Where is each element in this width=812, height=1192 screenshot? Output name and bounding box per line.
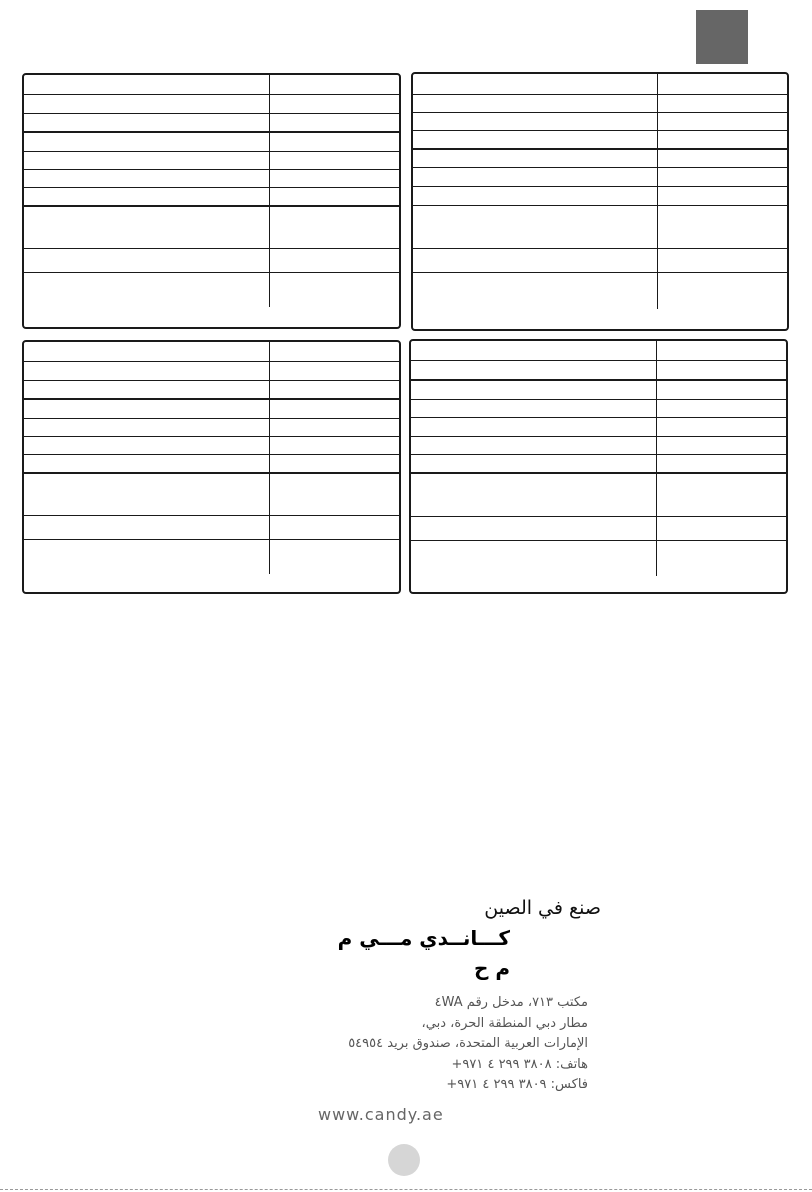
fax-number: فاكس: ٣٨٠٩ ٢٩٩ ٤ ٩٧١+ [446, 1077, 588, 1092]
table-row [24, 273, 399, 307]
table-row [411, 437, 786, 455]
table-row [413, 74, 787, 95]
table-row [24, 455, 399, 474]
table-row [24, 400, 399, 419]
table-row [24, 437, 399, 455]
table-row [24, 207, 399, 249]
table-row [24, 362, 399, 381]
made-in-label: صنع في الصين [484, 897, 601, 919]
address-line: مكتب ٧١٣، مدخل رقم ٤WA [434, 995, 588, 1010]
table-row [24, 114, 399, 133]
table-row [413, 113, 787, 131]
table-row [411, 341, 786, 361]
table-row [24, 249, 399, 273]
company-name: كـــانــدي مـــي م م ح [337, 926, 510, 980]
table-row [24, 419, 399, 437]
table-row [413, 273, 787, 309]
table-row [411, 361, 786, 381]
table-row [411, 517, 786, 541]
table-row [413, 131, 787, 150]
table-row [24, 342, 399, 362]
table-row [413, 150, 787, 168]
section-tab-marker [696, 10, 748, 64]
table-row [24, 133, 399, 152]
table-row [24, 474, 399, 516]
table-row [24, 188, 399, 207]
page-bottom-rule [0, 1189, 812, 1190]
table-row [413, 168, 787, 187]
table-row [413, 249, 787, 273]
page-number-circle [388, 1144, 420, 1176]
table-row [24, 152, 399, 170]
table-row [413, 187, 787, 206]
spec-table-top-right [411, 72, 789, 331]
table-row [24, 95, 399, 114]
table-row [411, 541, 786, 576]
spec-table-top-left [22, 73, 401, 329]
phone-number: هاتف: ٣٨٠٨ ٢٩٩ ٤ ٩٧١+ [451, 1056, 588, 1072]
table-row [413, 95, 787, 113]
table-row [413, 206, 787, 249]
table-row [411, 455, 786, 474]
address-line: مطار دبي المنطقة الحرة، دبي، [421, 1015, 588, 1031]
table-row [411, 474, 786, 517]
spec-table-bottom-right [409, 339, 788, 594]
manufacturer-info [318, 895, 601, 1126]
table-row [24, 170, 399, 188]
table-row [24, 540, 399, 574]
address-line: الإمارات العربية المتحدة، صندوق بريد ٥٤٩٥٤ [348, 1036, 588, 1051]
table-row [24, 381, 399, 400]
table-row [411, 400, 786, 418]
spec-table-bottom-left [22, 340, 401, 594]
table-row [24, 75, 399, 95]
table-row [24, 516, 399, 540]
table-row [411, 381, 786, 400]
table-row [411, 418, 786, 437]
website-link[interactable]: www.candy.ae [318, 1104, 444, 1124]
